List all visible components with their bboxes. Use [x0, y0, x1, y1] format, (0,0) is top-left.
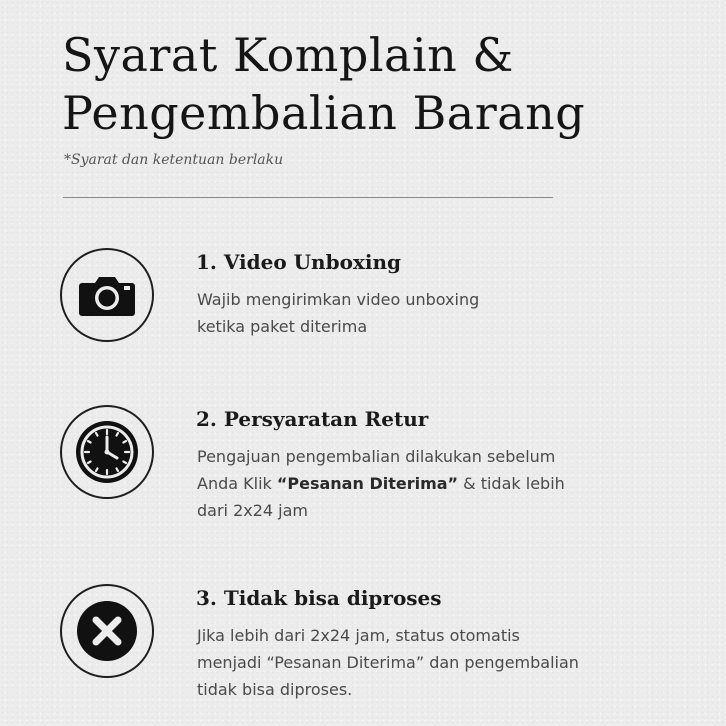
clock-icon [74, 419, 140, 485]
close-circle-icon [75, 599, 139, 663]
item-description-line: tidak bisa diproses. [197, 680, 353, 699]
item-description-text: & tidak lebih [458, 474, 565, 493]
divider [63, 197, 553, 198]
item-description-line: ketika paket diterima [197, 317, 368, 336]
item-title: 1. Video Unboxing [196, 250, 401, 274]
item-description-line: Pengajuan pengembalian dilakukan sebelum [197, 447, 556, 466]
page-subtitle: *Syarat dan ketentuan berlaku [64, 152, 284, 168]
item-description-line: Jika lebih dari 2x24 jam, status otomatis [197, 626, 520, 645]
item-description [197, 286, 667, 340]
item-description [197, 443, 667, 524]
item-description-text: Anda Klik [197, 474, 277, 493]
item-description-line: Wajib mengirimkan video unboxing [197, 290, 480, 309]
item-description [197, 622, 667, 703]
item-title: 2. Persyaratan Retur [196, 407, 429, 431]
item-description-line [197, 470, 667, 497]
icon-circle [60, 405, 154, 499]
page-title: Syarat Komplain & Pengembalian Barang [62, 28, 586, 140]
item-description-line: dari 2x24 jam [197, 501, 308, 520]
icon-circle [60, 584, 154, 678]
item-description-line: menjadi “Pesanan Diterima” dan pengembalian [197, 653, 579, 672]
icon-circle [60, 248, 154, 342]
item-description-emphasis: “Pesanan Diterima” [276, 474, 459, 493]
item-title: 3. Tidak bisa diproses [196, 586, 442, 610]
camera-icon [78, 272, 136, 318]
